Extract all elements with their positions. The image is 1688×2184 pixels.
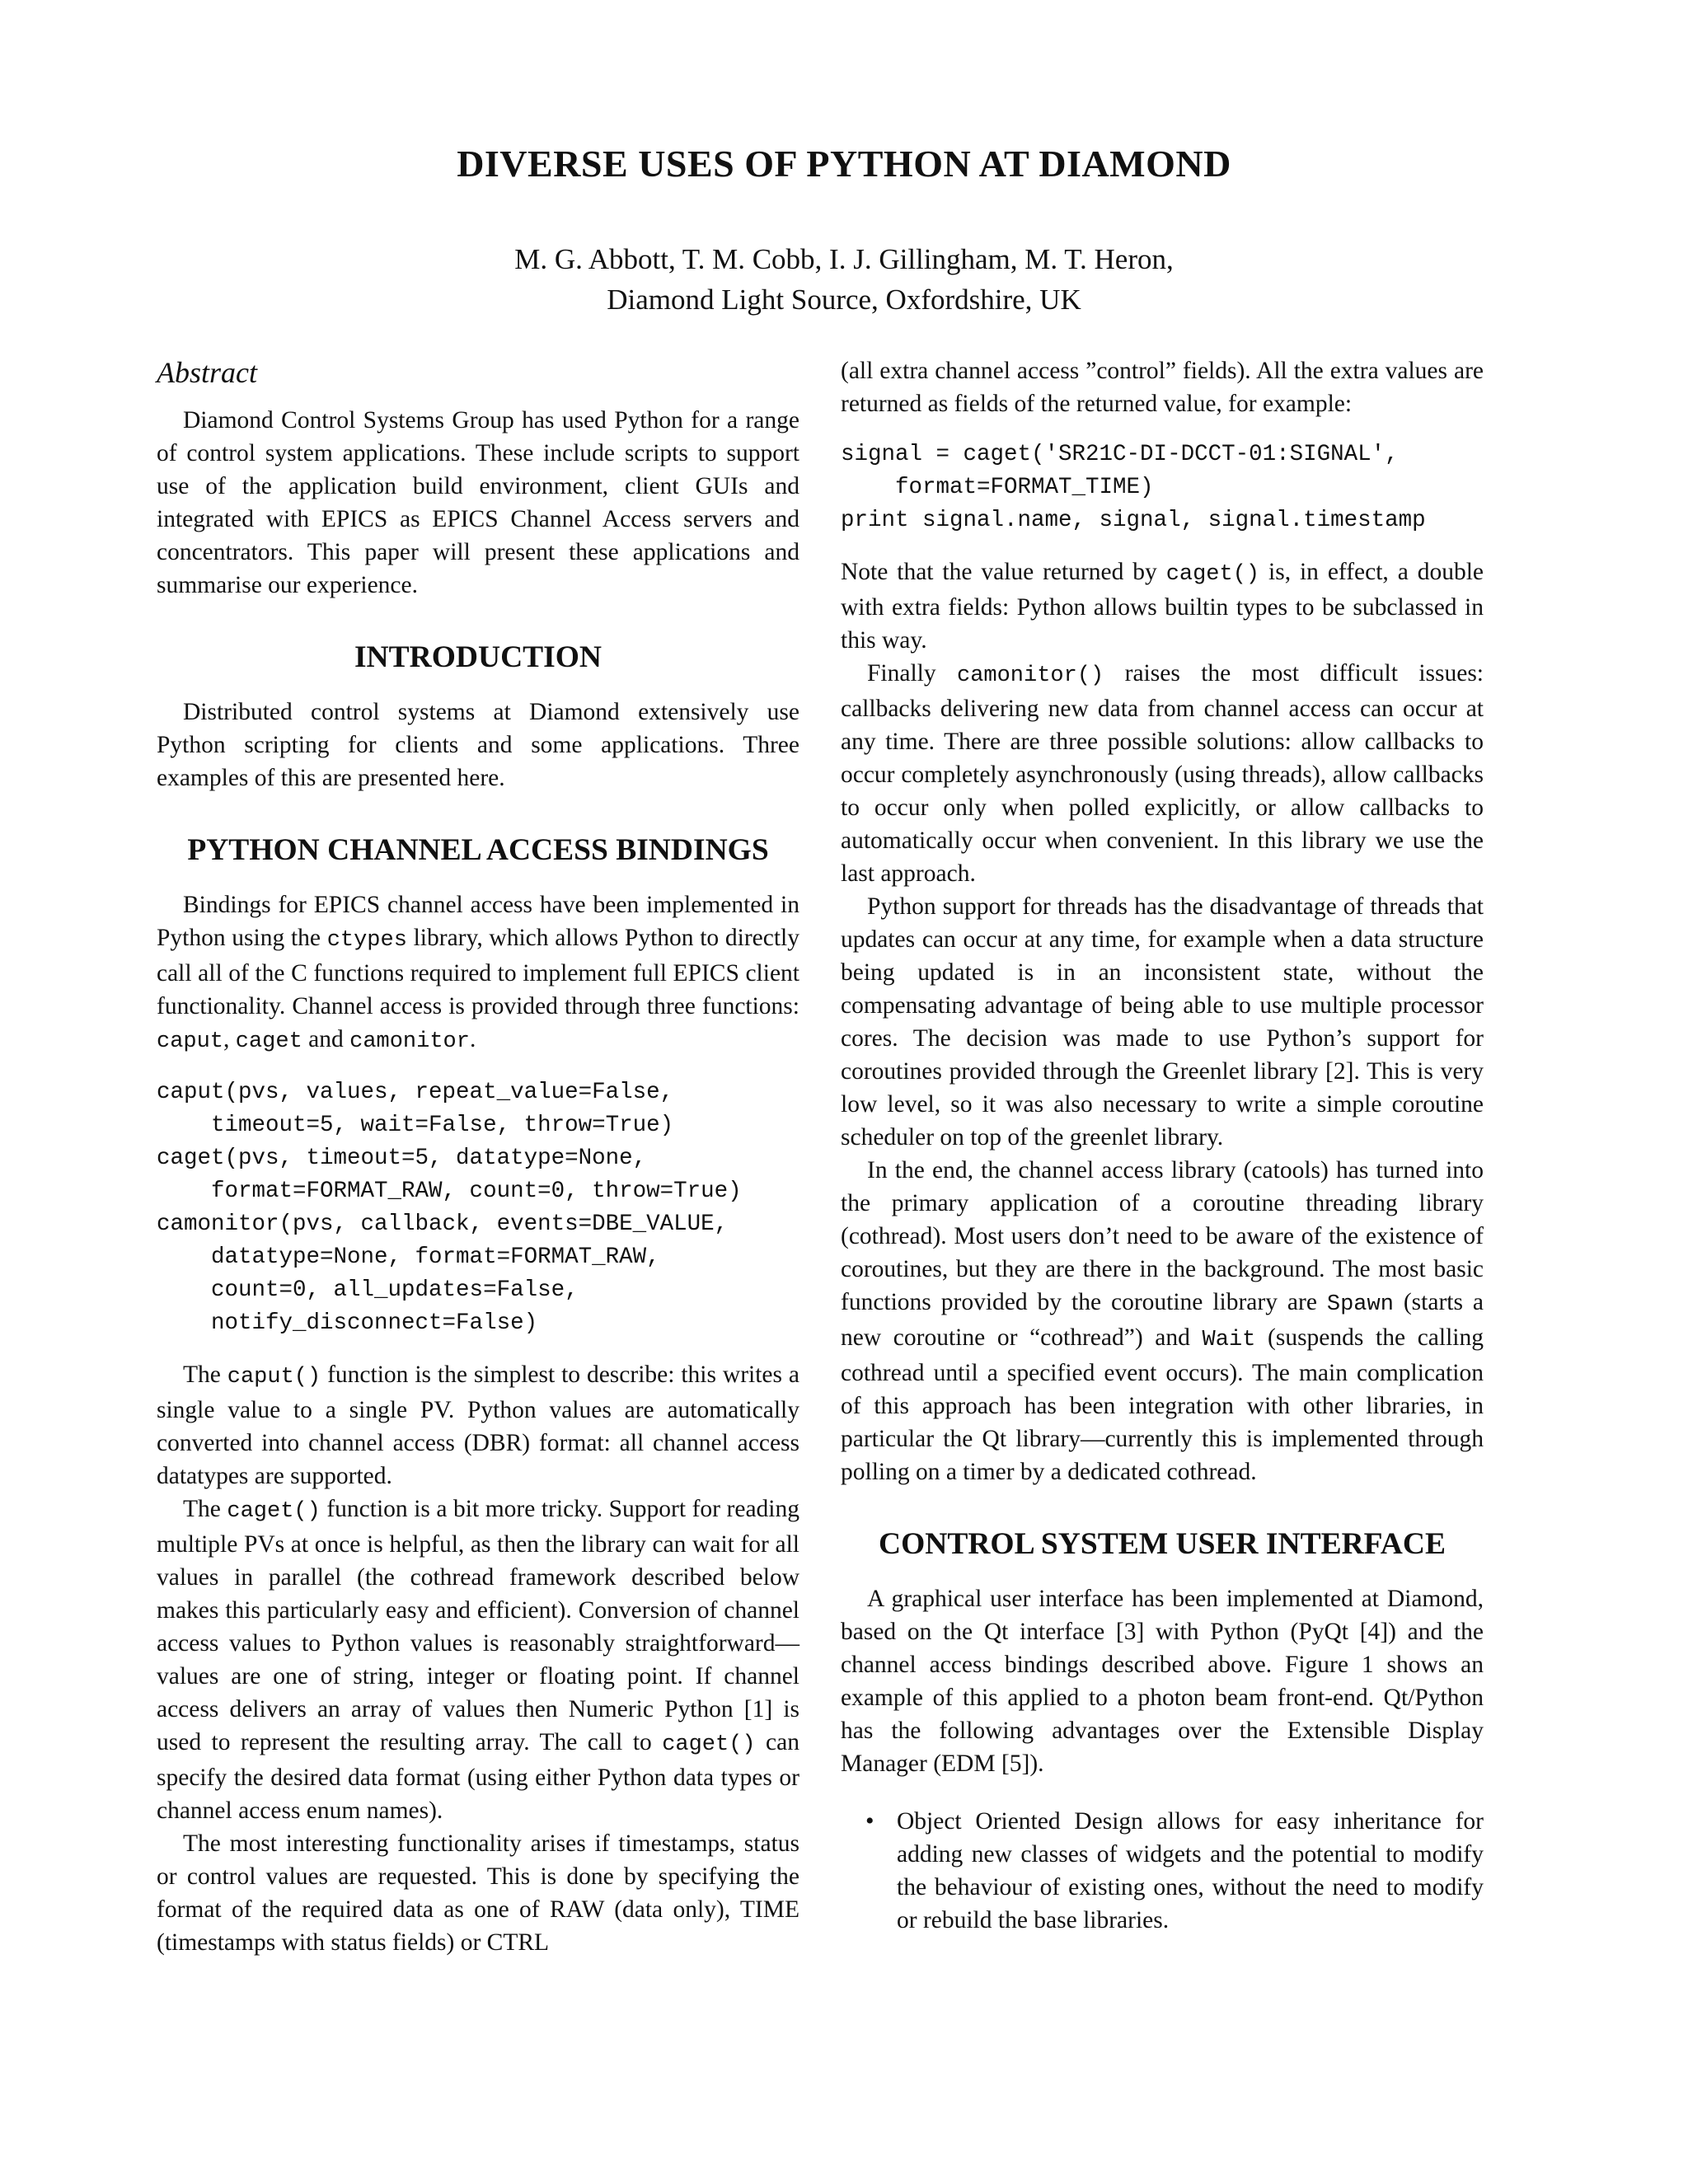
ui-heading: CONTROL SYSTEM USER INTERFACE (879, 1527, 1446, 1561)
inline-code: caput() (227, 1365, 321, 1390)
introduction-heading: INTRODUCTION (354, 640, 603, 674)
bindings-paragraph-3: The caget() function is a bit more tricky. Support for reading multiple PVs at once is helpful, as then the library can wait for all values in parallel (the cothread framework described below makes this particularly easy and efficient). Conversion of channel access values to Python values is reasonably straightforward—values are one of string, integer or floating point. If channel access delivers an array of values then Numeric Python [1] is used to represent the resulting array. The call to caget() can specify the desired data format (using either Python data types or channel access enum names). (157, 1496, 799, 1824)
inline-code: caget() (227, 1499, 321, 1524)
inline-code: camonitor (349, 1029, 470, 1054)
left-column (157, 353, 799, 1959)
inline-code: Spawn (1326, 1292, 1394, 1317)
introduction-text: Distributed control systems at Diamond extensively use Python scripting for clients and some applications. Three examples of this are presented here. (157, 699, 799, 791)
author-affiliation: Diamond Light Source, Oxfordshire, UK (607, 284, 1081, 316)
bindings-paragraph-2: The caput() function is the simplest to describe: this writes a single value to a single PV. Python values are automatically converted into channel access (DBR) format: all channel access datatypes are supported. (157, 1361, 799, 1489)
right-paragraph-4: Python support for threads has the disadvantage of threads that updates can occur at any time, for example when a data structure being updated is in an inconsistent state, without the compensating advantage of being able to use multiple processor cores. The decision was made to use Python’s support for coroutines provided through the Greenlet library [2]. This is very low level, so it was also necessary to write a simple coroutine scheduler on top of the greenlet library. (841, 893, 1484, 1151)
inline-code: ctypes (326, 928, 407, 953)
abstract-text: Diamond Control Systems Group has used Python for a range of control system applications. These include scripts to support use of the application build environment, client GUIs and integrated with EPICS as EPICS Channel Access servers and concentrators. This paper will present these applications and summarise our experience. (157, 407, 799, 598)
abstract-heading: Abstract (157, 356, 257, 389)
bullet-text: Object Oriented Design allows for easy inheritance for adding new classes of widgets and the potential to modify the behaviour of existing ones, without the need to modify or rebuild the base libraries. (897, 1808, 1484, 1933)
bindings-paragraph-4: The most interesting functionality arises if timestamps, status or control values are requested. This is done by specifying the format of the required data as one of RAW (data only), TIME (timestamps with status fields) or CTRL (157, 1830, 799, 1956)
bullet-dot: • (865, 1807, 874, 1835)
right-paragraph-3: Finally camonitor() raises the most difficult issues: callbacks delivering new data from channel access can occur at any time. There are three possible solutions: allow callbacks to occur completely asynchronously (using threads), allow callbacks to occur only when polled explicitly, or allow callbacks to automatically occur when convenient. In this library we use the last approach. (841, 660, 1484, 887)
bindings-paragraph-1: Bindings for EPICS channel access have been implemented in Python using the ctypes library, which allows Python to directly call all of the C functions required to implement full EPICS client functionality. Channel access is provided through three functions: caput, caget and camonitor. (157, 892, 799, 1054)
paper-title: DIVERSE USES OF PYTHON AT DIAMOND (457, 143, 1231, 185)
list-item (841, 1805, 1484, 1937)
ui-paragraph-1: A graphical user interface has been implemented at Diamond, based on the Qt interface [3] with Python (PyQt [4]) and the channel access bindings described above. Figure 1 shows an example of this applied to a photon beam front-end. Qt/Python has the following advantages over the Extensible Display Manager (EDM [5]). (841, 1586, 1484, 1777)
right-column (841, 354, 1484, 1937)
inline-code: caget (235, 1029, 302, 1054)
author-names: M. G. Abbott, T. M. Cobb, I. J. Gillingham, M. T. Heron, (514, 243, 1174, 275)
inline-code: caget() (1165, 562, 1260, 587)
right-code-block: signal = caget('SR21C-DI-DCCT-01:SIGNAL', format=FORMAT_TIME) print signal.name, signal, signal.timestamp (841, 442, 1426, 533)
right-paragraph-2: Note that the value returned by caget() is, in effect, a double with extra fields: Python allows builtin types to be subclassed in this way. (841, 559, 1484, 654)
inline-code: caget() (662, 1732, 756, 1757)
ui-bullet-list (841, 1805, 1484, 1937)
inline-code: Wait (1202, 1328, 1256, 1352)
right-paragraph-1: (all extra channel access ”control” fields). All the extra values are returned as fields of the returned value, for example: (841, 358, 1484, 417)
bindings-code-block: caput(pvs, values, repeat_value=False, timeout=5, wait=False, throw=True) caget(pvs, timeout=5, datatype=None, format=FORMAT_RAW, count=0, throw=True) camonitor(pvs, callback, events=DBE_VALUE, datatype=None, format=FORMAT_RAW, count=0, all_updates=False, notify_disconnect=False) (157, 1080, 742, 1336)
author-block (0, 239, 1688, 320)
bindings-heading: PYTHON CHANNEL ACCESS BINDINGS (187, 833, 769, 867)
right-paragraph-5: In the end, the channel access library (catools) has turned into the primary application of a coroutine threading library (cothread). Most users don’t need to be aware of the existence of coroutines, but they are there in the background. The most basic functions provided by the coroutine library are Spawn (starts a new coroutine or “cothread”) and Wait (suspends the calling cothread until a specified event occurs). The main complication of this approach has been integration with other libraries, in particular the Qt library—currently this is implemented through polling on a timer by a dedicated cothread. (841, 1157, 1484, 1485)
inline-code: camonitor() (957, 663, 1104, 688)
inline-code: caput (157, 1029, 224, 1054)
